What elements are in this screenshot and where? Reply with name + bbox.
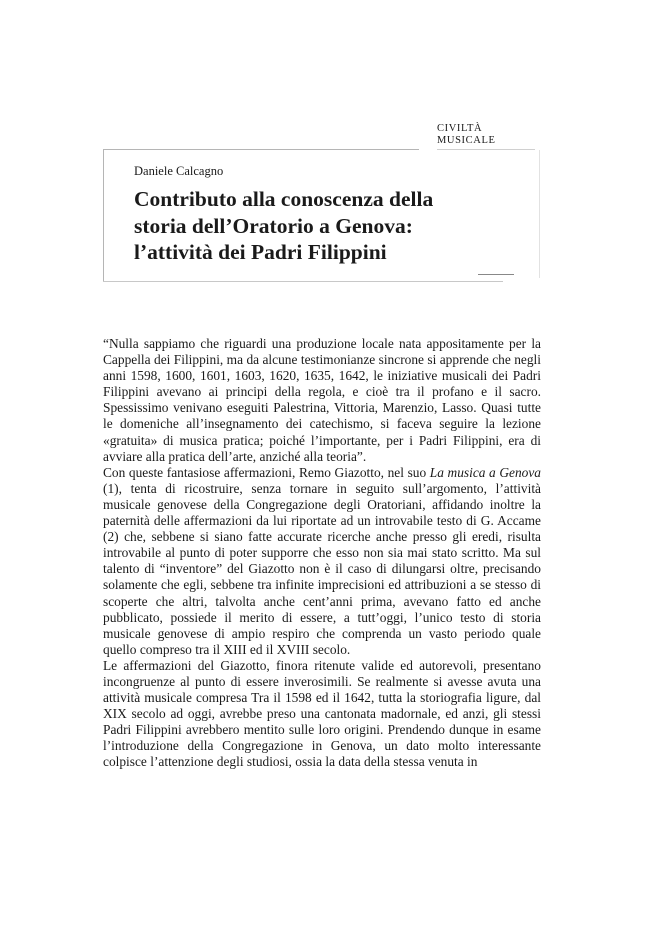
journal-name-line-1: CIVILTÀ [437, 123, 483, 134]
article-title-line-3: l’attività dei Padri Filippini [134, 240, 387, 264]
body-paragraph-1 [103, 336, 541, 465]
paragraph-3-text: Le affermazioni del Giazotto, finora ritenute valide ed autorevoli, presentano incongruenze al punto di essere inverosimili. Se realmente si avesse avuta una attività musicale compresa Tra il 1598 ed il 1642, tutta la storiografia ligure, dal XIX secolo ad oggi, avrebbe preso una cantonata madornale, ed anzi, gli stessi Padri Filippini avrebbero mentito sulle loro origini. Prendendo dunque in esame l’introduzione della Congregazione in Genova, un dato molto interessante colpisce l’attenzione degli studiosi, ossia la data della stessa venuta in [103, 657, 541, 770]
header-frame-right-rule [539, 150, 540, 278]
paragraph-2-text-rest: (1), tenta di ricostruire, senza tornare in seguito sull’argomento, l’attività musicale genovese della Congregazione degli Oratoriani, affidando inoltre la paternità delle affermazioni da lui riportate ad un introvabile testo di G. Accame (2) che, sebbene si siano fatte accurate ricerche anche presso gli eredi, risulta introvabile al punto di poter supporre che esso non sia mai stato scritto. Ma sul talento di “inventore” del Giazotto non è il caso di dilungarsi oltre, precisando solamente che egli, sebbene tra infinite imprecisioni ed attribuzioni a se stesso di scoperte che altri, talvolta anche cent’anni prima, avevano fatto ed anche pubblicato, possiede il merito di essere, a tutt’oggi, l’unico testo di storia musicale genovese di ampio respiro che comprenda un vasto periodo quale quello compreso tra il XIII ed il XVIII secolo. [103, 480, 541, 657]
header-frame-bottom-accent-rule [478, 274, 514, 275]
header-frame-bottom-rule [103, 281, 503, 282]
header-frame-top-rule [103, 149, 419, 150]
journal-name-line-2: MUSICALE [437, 135, 496, 146]
article-title [134, 186, 514, 266]
header-frame-left-rule [103, 149, 104, 282]
body-paragraph-3 [103, 658, 541, 771]
cited-book-title: La musica a Genova [429, 464, 541, 480]
article-body [103, 336, 541, 771]
paragraph-1-text: “Nulla sappiamo che riguardi una produzione locale nata appositamente per la Cappella dei Filippini, ma da alcune testimonianze sincrone si apprende che negli anni 1598, 1600, 1601, 1603, 1620, 1635, 1642, le iniziative musicali dei Padri Filippini avevano ai principi della regola, e cioè tra il profano e il sacro. Spessissimo venivano eseguiti Palestrina, Vittoria, Marenzio, Lasso. Quasi tutte le domeniche all’insegnamento dei catechismo, si faceva seguire la lezione «gratuita» di musica pratica; poiché l’importante, per i Padri Filippini, era di avviare alla pratica dell’arte, anziché alla teoria”. [103, 336, 541, 464]
body-paragraph-2 [103, 465, 541, 658]
article-title-line-1: Contributo alla conoscenza della [134, 187, 434, 211]
header-frame-top-right-rule [437, 149, 535, 150]
article-title-line-2: storia dell’Oratorio a Genova: [134, 213, 413, 238]
paragraph-2-text-start: Con queste fantasiose affermazioni, Remo Giazotto, nel suo [103, 464, 430, 480]
journal-name [437, 123, 517, 147]
article-author: Daniele Calcagno [134, 164, 224, 178]
